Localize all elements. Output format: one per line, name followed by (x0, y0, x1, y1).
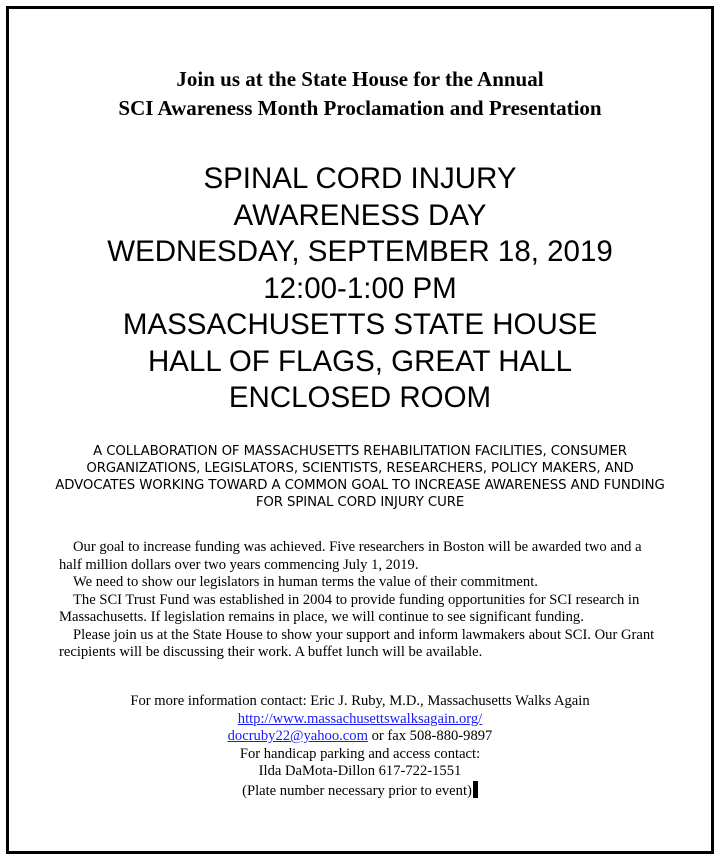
headline-hall: HALL OF FLAGS, GREAT HALL (147, 344, 573, 378)
headline-venue: MASSACHUSETTS STATE HOUSE (122, 308, 598, 341)
website-link[interactable]: http://www.massachusettswalksagain.org/ (237, 710, 483, 727)
intro-line-2: SCI Awareness Month Proclamation and Presentation (118, 96, 602, 120)
headline-date: WEDNESDAY, SEPTEMBER 18, 2019 (107, 235, 613, 268)
email-link[interactable]: docruby22@yahoo.com (227, 728, 368, 744)
parking-label: For handicap parking and access contact: (239, 745, 481, 762)
body-text (59, 539, 661, 662)
text-cursor (473, 781, 478, 798)
headline-time: 12:00-1:00 PM (263, 271, 457, 305)
headline-title: SPINAL CORD INJURY (203, 162, 517, 195)
body-paragraph-legislators: We need to show our legislators in human terms the value of their commitment. (73, 574, 538, 590)
intro-line-1: Join us at the State House for the Annual (176, 67, 544, 91)
body-paragraph-invitation: Please join us at the State House to show your support and inform lawmakers about SCI. Our Grant recipients will be discussing their work. A buffet lunch will be available. (59, 626, 655, 660)
body-paragraph-trust-fund: The SCI Trust Fund was established in 2004 to provide funding opportunities for SCI research in Massachusetts. If legislation remains in place, we will continue to see significant funding. (59, 591, 640, 625)
fax-text: or fax 508-880-9897 (367, 728, 493, 744)
contact-info-line: For more information contact: Eric J. Ruby, M.D., Massachusetts Walks Again (130, 693, 590, 709)
contact-block (9, 693, 711, 800)
flyer-frame (6, 6, 714, 854)
body-paragraph-funding: Our goal to increase funding was achieved. Five researchers in Boston will be awarded two and a half million dollars over two years commencing July 1, 2019. (59, 539, 642, 573)
collaboration-statement: A COLLABORATION OF MASSACHUSETTS REHABILITATION FACILITIES, CONSUMER ORGANIZATIONS, LEGISLATORS, SCIENTISTS, RESEARCHERS, POLICY MAKERS, AND ADVOCATES WORKING TOWARD A COMMON GOAL TO INCREASE AWARENESS AND FUNDING FOR SPINAL CORD INJURY CURE (55, 444, 665, 510)
parking-contact: Ilda DaMota-Dillon 617-722-1551 (258, 763, 462, 779)
plate-note: (Plate number necessary prior to event) (242, 782, 472, 799)
intro-heading (9, 65, 711, 123)
event-headline (9, 161, 711, 417)
headline-room: ENCLOSED ROOM (228, 381, 492, 414)
headline-subtitle: AWARENESS DAY (233, 198, 487, 232)
